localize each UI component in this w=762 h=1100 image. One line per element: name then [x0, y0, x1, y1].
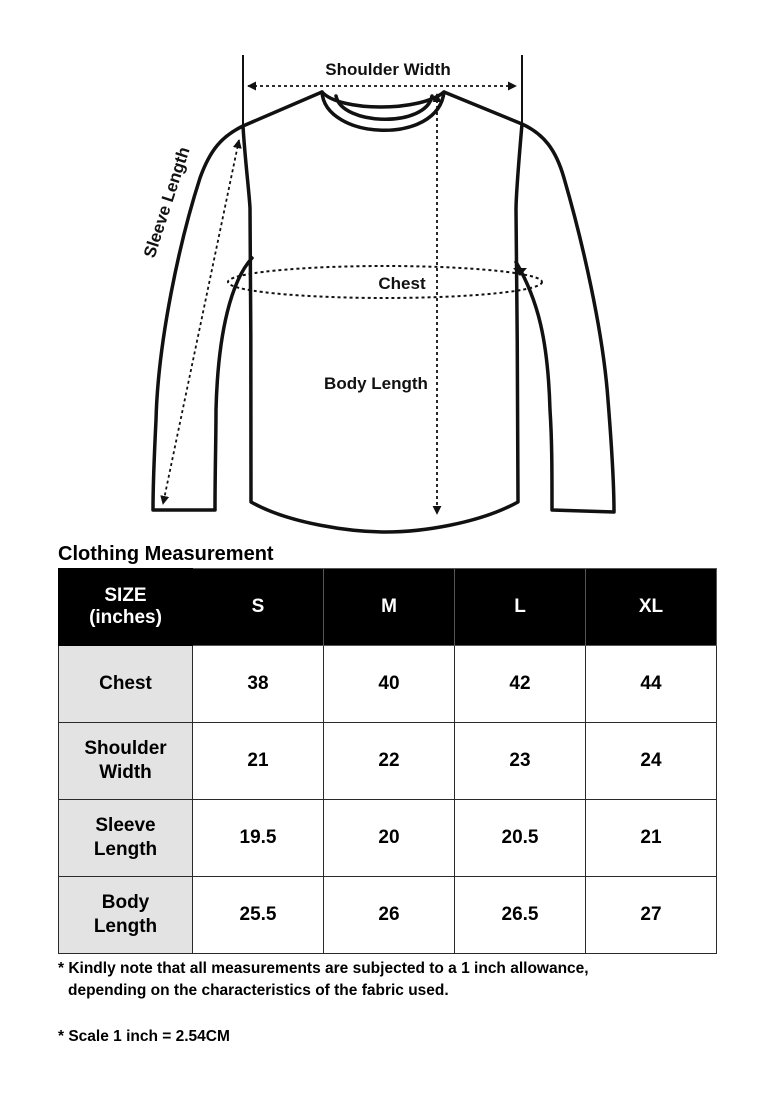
table-row-body-length: [59, 877, 717, 954]
row-label-line1: Chest: [99, 673, 152, 694]
shirt-body: [243, 92, 522, 532]
table-cell: 20: [324, 800, 455, 877]
row-label: [59, 800, 193, 877]
tshirt-outline: [153, 92, 614, 532]
size-unit-header: [59, 569, 193, 646]
table-cell: 42: [455, 646, 586, 723]
table-cell: 44: [586, 646, 717, 723]
table-header-row: [59, 569, 717, 646]
size-header-m: M: [324, 569, 455, 646]
table-cell: 38: [193, 646, 324, 723]
size-header-s: S: [193, 569, 324, 646]
table-cell: 27: [586, 877, 717, 954]
garment-diagram: [0, 0, 762, 540]
table-cell: 25.5: [193, 877, 324, 954]
table-cell: 22: [324, 723, 455, 800]
table-cell: 26: [324, 877, 455, 954]
row-label-line1: Sleeve: [95, 815, 156, 836]
row-label-line1: Shoulder: [84, 738, 167, 759]
size-header-line1: SIZE: [104, 585, 147, 606]
row-label: [59, 723, 193, 800]
table-cell: 40: [324, 646, 455, 723]
table-row-chest: [59, 646, 717, 723]
shirt-collar: [322, 92, 444, 130]
allowance-note: [58, 958, 748, 1002]
table-title: Clothing Measurement: [58, 543, 274, 565]
table-cell: 20.5: [455, 800, 586, 877]
table-cell: 26.5: [455, 877, 586, 954]
size-header-line2: (inches): [89, 607, 162, 628]
table-row-sleeve-length: [59, 800, 717, 877]
allowance-note-line1: * Kindly note that all measurements are subjected to a 1 inch allowance,: [58, 960, 589, 977]
allowance-note-line2: depending on the characteristics of the fabric used.: [68, 982, 449, 999]
sleeve-length-label: Sleeve Length: [139, 144, 194, 261]
table-cell: 23: [455, 723, 586, 800]
table-cell: 21: [193, 723, 324, 800]
scale-note: * Scale 1 inch = 2.54CM: [58, 1028, 230, 1045]
shoulder-width-label: Shoulder Width: [325, 60, 451, 79]
size-header-l: L: [455, 569, 586, 646]
chest-label: Chest: [378, 274, 426, 293]
row-label-line2: Length: [93, 839, 158, 860]
row-label-line2: Width: [99, 762, 152, 783]
right-sleeve: [516, 124, 614, 512]
table-cell: 19.5: [193, 800, 324, 877]
size-header-xl: XL: [586, 569, 717, 646]
row-label-line2: Length: [93, 916, 158, 937]
size-chart-table: [58, 568, 717, 954]
table-row-shoulder-width: [59, 723, 717, 800]
body-length-label: Body Length: [324, 374, 428, 393]
row-label: [59, 646, 193, 723]
table-cell: 24: [586, 723, 717, 800]
row-label: [59, 877, 193, 954]
table-cell: 21: [586, 800, 717, 877]
row-label-line1: Body: [101, 892, 150, 913]
